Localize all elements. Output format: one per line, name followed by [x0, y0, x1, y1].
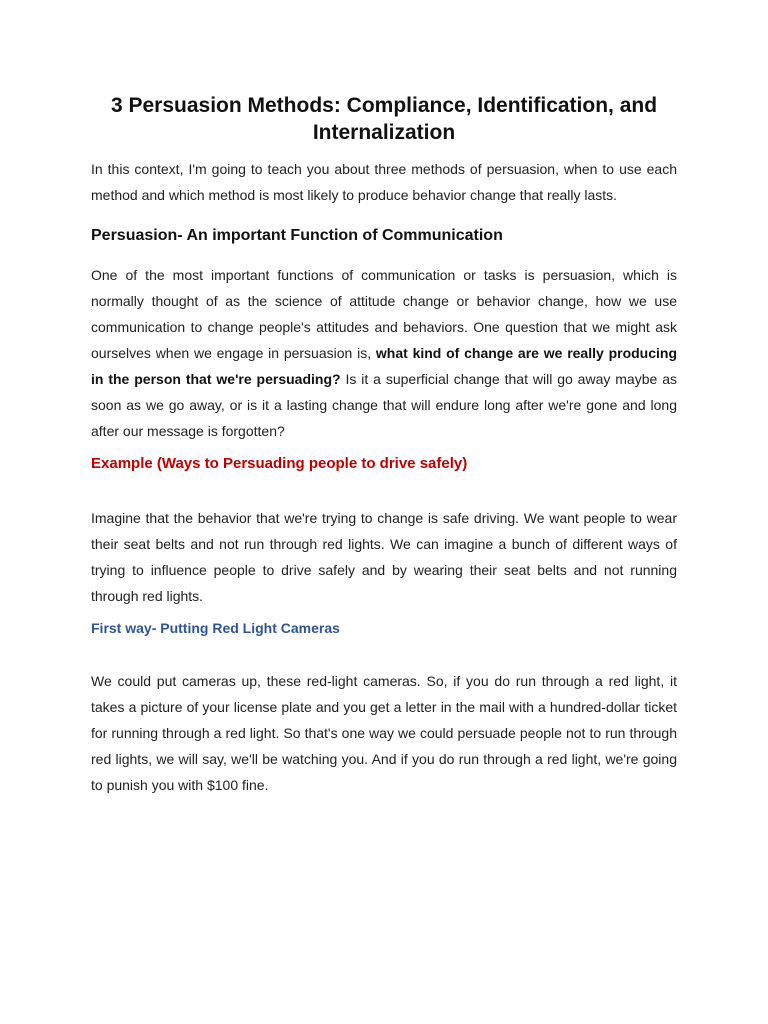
function-paragraph	[91, 262, 677, 444]
intro-paragraph: In this context, I'm going to teach you about three methods of persuasion, when to use each method and which method is most likely to produce behavior change that really lasts.	[91, 161, 677, 203]
function-question-bold: what kind of change are we really producing in the person that we're persuading?	[91, 345, 677, 387]
document-title: 3 Persuasion Methods: Compliance, Identification, and Internalization	[110, 94, 658, 144]
first-way-heading: First way- Putting Red Light Cameras	[91, 620, 340, 636]
example-paragraph: Imagine that the behavior that we're trying to change is safe driving. We want people to wear their seat belts and not run through red lights. We can imagine a bunch of different ways of trying to influence people to drive safely and by wearing their seat belts and not running through red lights.	[91, 510, 677, 604]
function-text-end: Is it a superficial change that will go away maybe as soon as we go away, or is it a lasting change that will endure long after we're gone and long after our message is forgotten?	[91, 371, 677, 439]
section-heading: Persuasion- An important Function of Communication	[91, 227, 503, 244]
function-text-start: One of the most important functions of communication or tasks is persuasion, which is normally thought of as the science of attitude change or behavior change, how we use communication to change people's attitudes and behaviors. One question that we might ask ourselves when we engage in persuasion is,	[91, 267, 677, 361]
first-way-paragraph: We could put cameras up, these red-light cameras. So, if you do run through a red light, it takes a picture of your license plate and you get a letter in the mail with a hundred-dollar ticket for running through a red light. So that's one way we could persuade people not to run through red lights, we will say, we'll be watching you. And if you do run through a red light, we're going to punish you with $100 fine.	[91, 673, 677, 793]
example-heading: Example (Ways to Persuading people to drive safely)	[91, 455, 468, 472]
